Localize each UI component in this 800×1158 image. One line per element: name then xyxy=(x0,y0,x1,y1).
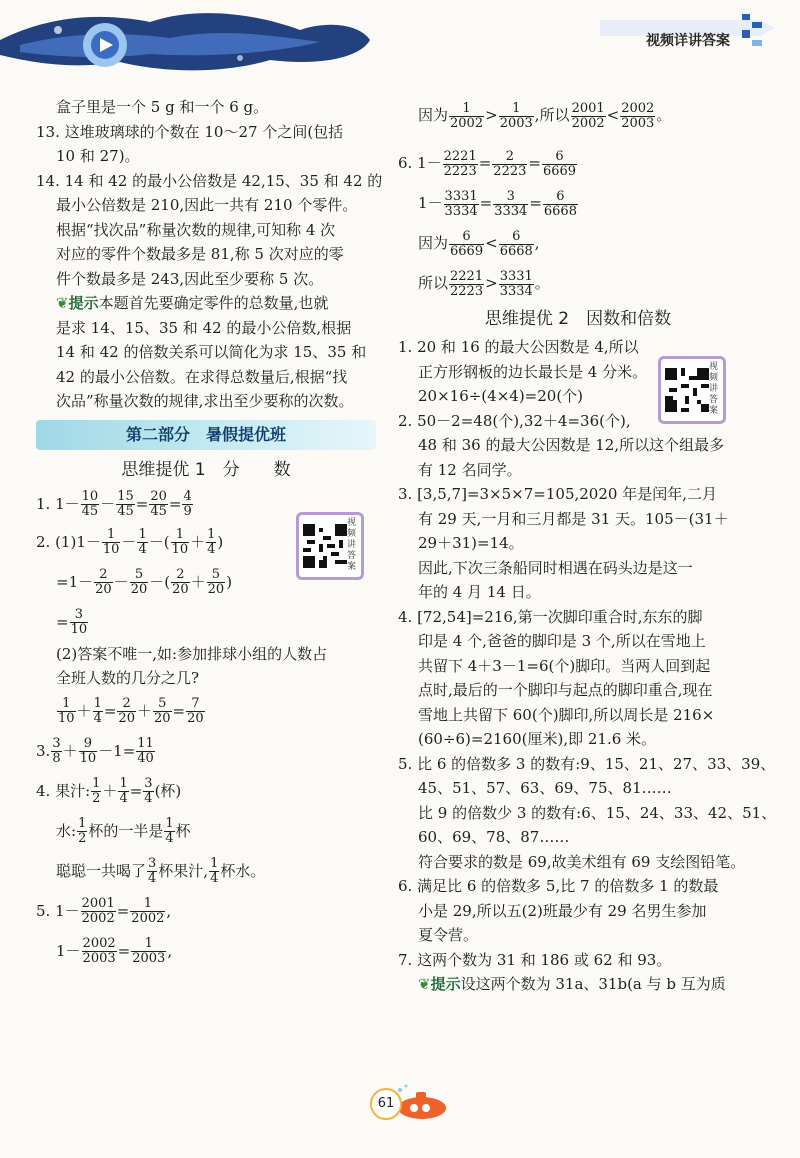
tip-leaf-icon: ❦ xyxy=(56,294,69,312)
tip-leaf-icon: ❦ xyxy=(418,975,431,993)
fraction: $\frac{1}{10}$ xyxy=(58,696,75,726)
text-line: 1. 20 和 16 的最大公因数是 4,所以 xyxy=(398,338,639,356)
fraction: $\frac{3}{4}$ xyxy=(148,856,157,886)
answer-video-label: 视频详讲答案 xyxy=(646,33,730,49)
q4-water-mid: 杯的一半是 xyxy=(88,821,164,840)
math-line-q4: 4. 果汁: $\frac{1}{2}$ ＋ $\frac{1}{4}$ = $\frac{3}{4}$ (杯) xyxy=(36,776,182,806)
fraction: $\frac{2002}{2003}$ xyxy=(621,100,655,131)
fraction: $\frac{1}{10}$ xyxy=(171,527,189,557)
text-line: 7. 这两个数为 31 和 186 或 62 和 93。 xyxy=(398,950,672,969)
qr-label: 视频讲答案 xyxy=(709,362,719,416)
q4-drink-mid: 杯果汁, xyxy=(158,861,209,880)
right-column xyxy=(398,95,777,997)
text-line: 6. 满足比 6 的倍数多 5,比 7 的倍数多 1 的数最 xyxy=(398,877,719,895)
fraction: $\frac{2001}{2002}$ xyxy=(571,100,605,131)
fraction: $\frac{1}{2003}$ xyxy=(132,936,166,966)
text-line: (2)答案不唯一,如:参加排球小组的人数占 xyxy=(56,644,328,663)
q2-line2-prefix: =1－ xyxy=(56,572,94,591)
fraction: $\frac{1}{2002}$ xyxy=(131,896,165,926)
math-line-q3: 3. $\frac{3}{8}$ ＋ $\frac{9}{10}$ －1= $\frac{11}{40}$ xyxy=(36,736,154,766)
fraction: $\frac{6}{6668}$ xyxy=(499,228,533,259)
fraction: $\frac{1}{10}$ xyxy=(102,527,120,557)
q4-water-prefix: 水: xyxy=(56,821,77,840)
math-line-q2d: $\frac{1}{10}$ ＋ $\frac{1}{4}$ = $\frac{2}{20}$ ＋ $\frac{5}{20}$ = $\frac{7}{20}$ xyxy=(58,696,204,726)
math-line-q5: 5. 1－ $\frac{2001}{2002}$ = $\frac{1}{2002}$ , xyxy=(36,896,172,926)
fraction: $\frac{2}{20}$ xyxy=(172,567,189,597)
fraction: $\frac{2}{2223}$ xyxy=(493,148,527,179)
fraction: $\frac{9}{10}$ xyxy=(79,736,97,766)
q1-prefix: 1. 1－ xyxy=(36,494,80,513)
text-line: 因此,下次三条船同时相遇在码头边是这一 xyxy=(418,558,693,577)
text-line: (60÷6)=2160(厘米),即 21.6 米。 xyxy=(418,730,657,748)
fraction: $\frac{11}{40}$ xyxy=(137,736,154,766)
text-line: 4. [72,54]=216,第一次脚印重合时,东东的脚 xyxy=(398,607,703,626)
math-line-q4b xyxy=(36,811,376,851)
header-banner xyxy=(0,0,800,80)
tip-text: 本题首先要确定零件的总数量,也就 xyxy=(98,294,329,312)
text-line: 有 29 天,一月和三月都是 31 天。105－(31＋ xyxy=(418,509,729,528)
text-line: 42 的最小公倍数。在求得总数量后,根据“找 xyxy=(56,367,348,386)
fraction: $\frac{5}{20}$ xyxy=(130,567,148,597)
math-line-q5b: 1－ $\frac{2002}{2003}$ = $\frac{1}{2003}$ , xyxy=(56,936,173,966)
text-line: 印是 4 个,爸爸的脚印是 3 个,所以在雪地上 xyxy=(418,632,706,650)
fraction: $\frac{6}{6669}$ xyxy=(542,148,577,179)
because-label: 因为 xyxy=(418,106,449,124)
tip-line xyxy=(36,291,376,316)
text-line: 根据“找次品”称量次数的规律,可知称 4 次 xyxy=(56,220,336,239)
text-line: 14. 14 和 42 的最小公倍数是 42,15、35 和 42 的 xyxy=(36,171,383,190)
page-number: 61 xyxy=(370,1088,402,1120)
q6-prefix: 6. 1－ xyxy=(398,154,442,172)
text-line: 14 和 42 的倍数关系可以简化为求 15、35 和 xyxy=(56,343,367,361)
text-line: 比 9 的倍数少 3 的数有:6、15、24、33、42、51、 xyxy=(418,803,777,822)
q4-unit: (杯) xyxy=(154,781,182,800)
fraction: $\frac{1}{4}$ xyxy=(93,696,102,726)
text-line: 60、69、78、87…… xyxy=(418,828,570,846)
because-label: 因为 xyxy=(418,234,449,252)
text-line: 5. 比 6 的倍数多 3 的数有:9、15、21、27、33、39、 xyxy=(398,754,776,773)
text-line: 共留下 4＋3－1=6(个)脚印。当两人回到起 xyxy=(418,656,711,675)
math-line-q6b: 1－ $\frac{3331}{3334}$ = $\frac{3}{3334}$ = $\frac{6}{6668}$ xyxy=(418,188,577,219)
q4-drink-end: 杯水。 xyxy=(220,861,266,880)
text-line: 全班人数的几分之几? xyxy=(56,669,200,687)
fraction: $\frac{10}{45}$ xyxy=(81,489,99,519)
q4-prefix: 4. 果汁: xyxy=(36,781,91,800)
fraction: $\frac{1}{4}$ xyxy=(138,527,147,557)
text-line: 20×16÷(4×4)=20(个) xyxy=(418,387,584,405)
text-line: 夏令营。 xyxy=(418,926,479,944)
q2-line3-prefix: = xyxy=(56,612,69,631)
tip-line xyxy=(398,972,758,997)
text-line: 次品”称量次数的规律,求出至少要称的次数。 xyxy=(56,392,354,410)
text-line: 是求 14、15、35 和 42 的最小公倍数,根据 xyxy=(56,318,352,337)
text-line: 雪地上共留下 60(个)脚印,所以周长是 216× xyxy=(418,705,715,724)
fraction: $\frac{20}{45}$ xyxy=(150,489,167,519)
fraction: $\frac{3}{4}$ xyxy=(144,776,153,806)
fraction: $\frac{1}{2003}$ xyxy=(499,100,533,131)
text-line: 29＋31)=14。 xyxy=(418,534,524,552)
fraction: $\frac{1}{4}$ xyxy=(119,776,128,806)
fraction: $\frac{3}{3334}$ xyxy=(494,188,528,219)
text-line: 点时,最后的一个脚印与起点的脚印重合,现在 xyxy=(418,681,713,699)
text-line: 2. 50－2=48(个),32＋4=36(个), xyxy=(398,411,631,430)
math-line-q2: 2. (1)1－ $\frac{1}{10}$ － $\frac{1}{4}$ －( $\frac{1}{10}$ ＋ $\frac{1}{4}$ ) xyxy=(36,527,224,557)
text-line: 符合要求的数是 69,故美术组有 69 支绘图铅笔。 xyxy=(418,852,746,871)
text-line: 最小公倍数是 210,因此一共有 210 个零件。 xyxy=(56,196,358,214)
text-line: 件个数最多是 243,因此至少要称 5 次。 xyxy=(56,269,324,288)
text-line: 48 和 36 的最大公因数是 12,所以这个组最多 xyxy=(418,436,725,454)
text-line: 有 12 名同学。 xyxy=(418,460,522,479)
section-title: 思维提优 1 分 数 xyxy=(121,459,291,480)
text-line: 13. 这堆玻璃球的个数在 10～27 个之间(包括 xyxy=(36,122,344,141)
q4-water-end: 杯 xyxy=(175,821,191,840)
q4-drink-prefix: 聪聪一共喝了 xyxy=(56,861,147,880)
q5-prefix: 5. 1－ xyxy=(36,901,80,920)
fraction: $\frac{2002}{2003}$ xyxy=(82,936,116,966)
q3-prefix: 3. xyxy=(36,741,51,760)
part-title: 第二部分 暑假提优班 xyxy=(36,420,376,450)
math-line-q1: 1. 1－ $\frac{10}{45}$ － $\frac{15}{45}$ = $\frac{20}{45}$ = $\frac{4}{9}$ xyxy=(36,489,192,519)
text-line: 年的 4 月 14 日。 xyxy=(418,583,541,601)
fraction: $\frac{15}{45}$ xyxy=(117,489,134,519)
math-line-q6c: 因为 $\frac{6}{6669}$ < $\frac{6}{6668}$ , xyxy=(418,228,540,259)
fraction: $\frac{3}{8}$ xyxy=(52,736,61,766)
q2-prefix: 2. (1)1－ xyxy=(36,532,101,551)
text-line: 盒子里是一个 5 g 和一个 6 g。 xyxy=(56,98,269,116)
text-line: 45、51、57、63、69、75、81…… xyxy=(418,779,672,797)
math-line-r1: 因为 $\frac{1}{2002}$ > $\frac{1}{2003}$ ,所以 $\frac{2001}{2002}$ < $\frac{2002}{2003}$ 。 xyxy=(418,100,672,131)
qr-label: 视频讲答案 xyxy=(347,518,357,572)
text-line: 小是 29,所以五(2)班最少有 29 名男生参加 xyxy=(418,901,707,920)
qr-code-right[interactable] xyxy=(658,356,726,424)
text-line: 10 和 27)。 xyxy=(56,147,140,165)
q6-line2-prefix: 1－ xyxy=(418,194,443,212)
fraction: $\frac{1}{4}$ xyxy=(210,856,219,886)
fraction: $\frac{6}{6669}$ xyxy=(450,228,484,259)
fraction: $\frac{1}{4}$ xyxy=(165,816,174,846)
math-line-q4c xyxy=(36,851,376,891)
fraction: $\frac{5}{20}$ xyxy=(207,567,225,597)
tip-text: 设这两个数为 31a、31b(a 与 b 互为质 xyxy=(460,975,726,993)
fraction: $\frac{1}{2002}$ xyxy=(450,100,484,131)
fraction: $\frac{3331}{3334}$ xyxy=(444,188,478,219)
text-line: 3. [3,5,7]=3×5×7=105,2020 年是闰年,二月 xyxy=(398,485,717,503)
fraction: $\frac{3331}{3334}$ xyxy=(499,268,533,299)
qr-code-left[interactable] xyxy=(296,512,364,580)
math-line-q6: 6. 1－ $\frac{2221}{2223}$ = $\frac{2}{2223}$ = $\frac{6}{6669}$ xyxy=(398,148,577,179)
fraction: $\frac{2}{20}$ xyxy=(118,696,135,726)
fraction: $\frac{2221}{2223}$ xyxy=(450,268,484,299)
fraction: $\frac{2221}{2223}$ xyxy=(443,148,477,179)
text-line: 正方形钢板的边长最长是 4 分米。 xyxy=(418,362,648,381)
fraction: $\frac{1}{4}$ xyxy=(207,527,216,557)
q5-line2-prefix: 1－ xyxy=(56,941,81,960)
fraction: $\frac{6}{6668}$ xyxy=(543,188,577,219)
text-line: 对应的零件个数最多是 81,称 5 次对应的零 xyxy=(56,245,344,263)
qr-pattern-icon xyxy=(303,524,347,568)
fraction: $\frac{1}{2}$ xyxy=(92,776,101,806)
so-label: 所以 xyxy=(418,274,449,292)
section-title-2: 思维提优 2 因数和倍数 xyxy=(484,309,672,329)
fraction: $\frac{4}{9}$ xyxy=(183,489,192,519)
tip-label: 提示 xyxy=(68,294,99,312)
fraction: $\frac{2001}{2002}$ xyxy=(81,896,115,926)
math-line-q2c xyxy=(36,602,376,642)
so-label: ,所以 xyxy=(534,106,570,124)
fraction: $\frac{5}{20}$ xyxy=(153,696,171,726)
fraction: $\frac{3}{10}$ xyxy=(70,607,88,637)
fraction: $\frac{1}{2}$ xyxy=(78,816,87,846)
tip-label: 提示 xyxy=(430,975,461,993)
fraction: $\frac{7}{20}$ xyxy=(187,696,204,726)
math-line-q2b: =1－ $\frac{2}{20}$ － $\frac{5}{20}$ －( $\frac{2}{20}$ ＋ $\frac{5}{20}$ ) xyxy=(56,567,233,597)
fraction: $\frac{2}{20}$ xyxy=(95,567,112,597)
qr-pattern-icon xyxy=(665,368,709,412)
math-line-q6d: 所以 $\frac{2221}{2223}$ > $\frac{3331}{3334}$ 。 xyxy=(418,268,550,299)
